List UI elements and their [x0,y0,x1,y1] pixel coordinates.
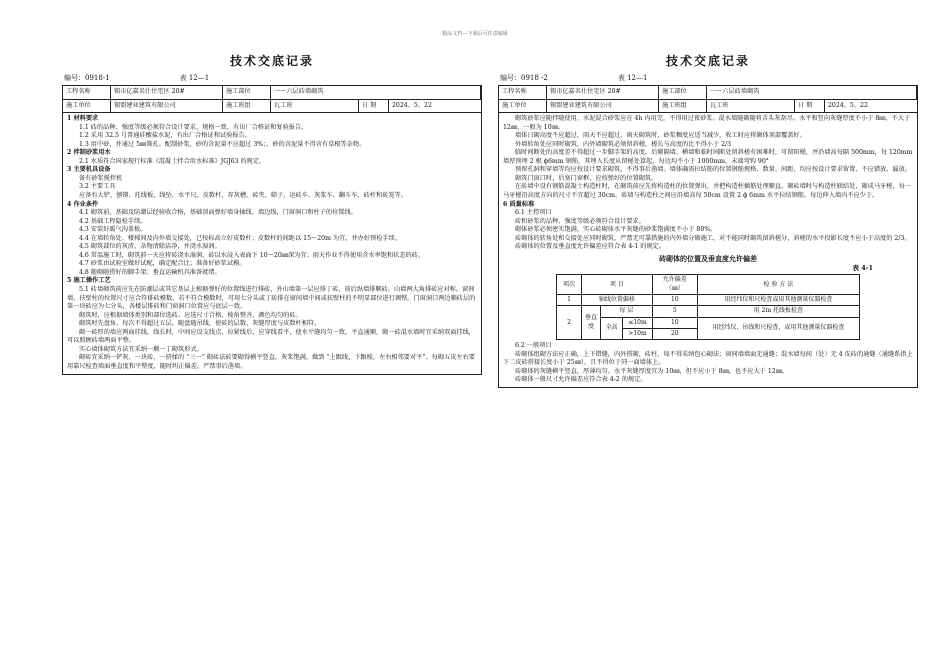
section-heading: 4 作业条件 [67,200,99,208]
paragraph: 砌筑砂浆应随拌随使用，水泥混合砂浆应在 4h 内用完，不得用过夜砂浆。混水墙随砌随将舌头灰刮尽。水平和竖向灰缝厚度不小于 8㎜，不大于 12㎜，一般为 10㎜。 [503,115,911,131]
paragraph: 6.2 一般项目 [515,342,552,350]
info-grid [499,86,917,113]
team-label: 施工班组 [223,99,271,113]
row-tolerance: 20 [652,328,697,339]
paragraph: 实心墙体砌筑方法宜采纳一顺一丁砌筑形式。 [79,345,203,353]
row-item: 轴线位置偏移 [582,295,653,306]
doc-code: 编号：0918 -2 [500,74,548,82]
paragraph: 4.8 随砌随搭好的脚手架；垂直运输机具准备就绪。 [79,268,221,276]
date-value: 2024、5、22 [825,99,917,113]
paragraph: 砌一砖厚的墙应两面挂线，线长时，中间应设支线点，拉紧线后，应穿线看平，使水平缝均匀一致，平直通顺，砌一砖混水墙时宜采纳双面挂线，可以照顾砖墙两面平整。 [67,328,475,345]
date-label: 日 期 [795,99,825,113]
table-no: 表 12—1 [617,74,648,82]
project-label: 工程名称 [499,86,547,99]
section-heading: 6 质量标准 [503,200,535,208]
row-sub: 每 层 [601,306,653,317]
paragraph: 在砖墙中设有钢筋混凝土构造柱时，在砌筑前应先将构造柱的位置弹出，并把构造柱插筋处理顺直。砌砖墙时与构造柱联结处，砌成马牙槎，每一马牙槎沿高度方向的尺寸不宜超过 30cm，砖墙与构造柱之间应沿墙高每 50cm 设置 2 ϕ 6mm 水平拉结钢筋，每边伸入墙内不应少于。 [503,183,911,200]
team-value: 瓦工班 [271,99,359,113]
table-no: 表 12—1 [179,74,210,82]
section-heading: 2 拌制砂浆用水 [67,149,111,157]
paragraph: 外墙转角处应同时砌筑，内外墙砌筑必须留斜槎，槎长与高度的比不得小于 2/3 [515,140,732,148]
doc-meta [62,73,482,83]
paragraph: 1.1 砖的品种、强度等级必须符合设计要求，规格一致，有出厂合格证和复验报告。 [79,123,308,131]
paragraph: 3.2 主要工具 [79,183,116,191]
paragraph: 4.5 砌筑部位的灰渣、杂物清除洁净，并浇水湿润。 [79,243,221,251]
paragraph: 砌砖宜采纳一铲灰、一块砖、一挤揉的 “三一” 砌砖法砖要砌得横平竖直，灰浆饱满，做到 “上跟线，下跟棱，左右相邻要对平”。每砌五皮左右要用靠尺检查墙面垂直度和平整度，随时纠正偏差，严禁事后凿墙。 [67,354,475,370]
table-caption: 砖砌体的位置及垂直度允许偏差 [659,253,757,263]
row-no: 1 [557,295,582,306]
disclosure-form [62,85,482,375]
paragraph: 4.4 在墙转角处、楼梯间及内外墙交接处，已按标高立好皮数杆；皮数杆的间距以 15～20m 为宜，并办好预检手续。 [79,234,401,242]
unit-label: 施工单位 [499,99,547,113]
row-method: 用经纬仪和尺检查或用其他测量仪器检查 [697,295,859,306]
paragraph: 6.1 主控项目 [515,209,552,217]
paragraph: 1.2 采用 32.5 号普通硅酸盐水泥，有出厂合格证和试验报告。 [79,132,251,140]
part-value: 一～六层砖墙砌筑 [271,86,481,99]
page-left [62,52,482,375]
row-method: 用 2m 托线板检查 [697,306,859,317]
table-number: 表 4-1 [852,263,873,272]
content-before-table [503,115,913,252]
content-body [499,113,917,387]
header-note: 精品文档---下载后可任意编辑 [442,31,508,37]
header-no: 项次 [557,275,582,295]
unit-value: 锡盟建业建筑有限公司 [547,99,659,113]
header-method: 检 验 方 法 [697,275,859,295]
paragraph: 砌体砂浆必须密实饱满，实心砖砌体水平灰缝的砂浆饱满度不小于 80%。 [515,226,717,234]
paragraph: 砖砌体的灰缝横平竖直，厚薄均匀。水平灰缝厚度宜为 10㎜，但不应小于 8㎜，也不应大于 12㎜。 [515,367,789,375]
paragraph: 砌筑时，应根据墙体类别和部位选砖。应选尺寸合格、棱角整齐、颜色均匀的砖。 [79,311,302,319]
row-sub: 全高 [601,317,623,340]
paragraph: 4.2 基础工程隐检手续。 [79,217,147,225]
doc-code: 编号：0918-1 [64,74,110,82]
header-tolerance: 允许偏差（㎜） [652,275,697,295]
row-tolerance: 10 [652,317,697,328]
paragraph: 4.7 砂浆由试验室做好试配，确定配合比；准备好砂浆试模。 [79,260,246,268]
table-header-row [557,275,860,295]
unit-value: 锡盟建业建筑有限公司 [111,99,223,113]
disclosure-form [498,85,918,388]
team-value: 瓦工班 [707,99,795,113]
paragraph: 临时间断处的高度差不得超过一步脚手架的高度，后砌隔墙、横墙和临时间断处留斜槎有困难时，可留阳槎，并沿墙高每隔 500mm，每 120mm 墙厚预埋 2 根 ϕ6mm 钢筋，其埋入长度从留槎处算起，每边均不小于 1000mm，末端弯钩 90° [503,149,913,165]
row-tolerance: 5 [652,306,697,317]
paragraph: 4.1 砌筑前，基础及防潮层经验收合格，基础顶面弹好墙身轴线、墙边线，门窗洞口和柱子的位置线。 [79,209,357,217]
paragraph: 应备有大铲、刨锛、托线板、线坠、水平尺、皮数杆、存灰槽、砖夹、筛子、运砖车、灰浆车、翻斗车、砖杆和砖笼等。 [79,192,407,200]
paragraph: 备有砂浆搅拌机 [79,174,123,182]
page-title: 技术交底记录 [665,54,750,68]
part-label: 施工部位 [223,86,271,99]
paragraph: 砖砌体组砌方法应正确，上下错缝，内外搭砌，砖柱、垛不得采纳包心砌法；窗间墙墙面无通缝；混水墙每间（处）无 4 皮砖的通缝（通缝系指上下二皮砖搭接长度小于 25㎜），且不得位于同一面墙体上。 [503,350,913,367]
info-grid [63,86,481,113]
paragraph: 砖砌体的转角处和交接处应同时砌筑，严禁无可靠措施的内外墙分砌施工，对不能同时砌筑留斜槎分，斜槎的水平投影长度不应小于高度的 2/3。 [515,234,911,242]
project-value: 锡市亿嘉名仕住宅区 20# [547,86,659,99]
table-row [557,295,860,306]
content-after-table [503,342,913,385]
team-label: 施工班组 [659,99,707,113]
paragraph: 砖和砂浆的品种、强度等级必须符合设计要求。 [515,217,645,225]
paragraph: 4.6 常温施工时，砌筑前一天应将砖浇水湿润，砖以水浸入表面下 10～20㎜深为宜；雨天作业不得使用含水率饱和状态的砖。 [79,251,425,259]
table-row [557,306,860,317]
paragraph: 2.1 水质符合国家现行标准《混凝土拌合用水标准》JGJ63 的规定。 [79,157,266,165]
table-row [557,317,860,328]
date-label: 日 期 [359,99,389,113]
section-heading: 5 施工操作工艺 [67,277,111,285]
paragraph: 5.1 砖墙砌筑前应先在防潮层或其它基层上根据弹好的位置线进行排砖，外山墙第一层应排丁砖，前后纵墙排顺砖。山墙两大角排砖应对称。窗间墙、扶壁柱的位置尺寸应合符排砖模数，若不符合模数时，可用七分头或丁砖排在窗间墙中间或扶壁柱的不明显部位进行调整。门窗洞口两边顺砖层的第一块砖应为七分头，各楼层排砖和门窗洞口位置应与底层一致。 [67,286,476,311]
paragraph: 4.3 安装好暖气沟盖板。 [79,226,147,234]
content-body [63,113,481,373]
header-item: 项 目 [582,275,653,295]
page-right [498,52,918,388]
paragraph: 砖砌体一般尺寸允许偏差应符合表 4-2 的规定。 [515,376,647,384]
row-method: 用经纬仪、吊线和尺检查，或用其他测量仪器检查 [697,317,859,340]
paragraph: 砌筑时先盘角，每次不得超过五层，随盘随吊线，使砖的层数、灰缝厚度与皮数杆相符。 [79,320,321,328]
project-label: 工程名称 [63,86,111,99]
row-sub-range: ≤10m [623,317,653,328]
paragraph: 1.3 用中砂，并通过 5㎜筛孔。配制砂浆，砂的含泥量不应超过 3%；，砂的含泥量不得含有草根等杂物。 [79,140,366,148]
row-sub-range: >10m [623,328,653,339]
date-value: 2024、5、22 [389,99,481,113]
paragraph: 砖砌体的位置及垂直度允许偏差应符合表 4-1 的规定。 [515,243,666,251]
part-value: 一～六层砖墙砌筑 [707,86,917,99]
page-title: 技术交底记录 [229,54,314,68]
row-tolerance: 10 [652,295,697,306]
part-label: 施工部位 [659,86,707,99]
paragraph: 墙体日砌高度不应超过，雨天不应超过，雨天砌筑时，砂浆稠度应适当减少，收工时应将砌体顶部覆盖好。 [515,132,806,140]
paragraph: 预留孔洞和穿墙等均应按设计要求砌筑，不得事后凿墙。墙体确需拉结筋的位置钢筋规格、数量、间距、均应按设计要求留置，不应错放、漏放。 [515,166,911,174]
unit-label: 施工单位 [63,99,111,113]
paragraph: 砌筑门窗口时，后塞门窗框，应按弹好的位置砌筑。 [515,174,658,182]
tolerance-table [556,274,860,340]
section-heading: 1 材料要求 [67,115,99,123]
doc-meta [498,73,918,83]
section-heading: 3 主要机具设备 [67,166,111,174]
project-value: 锡市亿嘉名仕住宅区 20# [111,86,223,99]
row-item: 垂直度 [582,306,601,340]
row-no: 2 [557,306,582,340]
